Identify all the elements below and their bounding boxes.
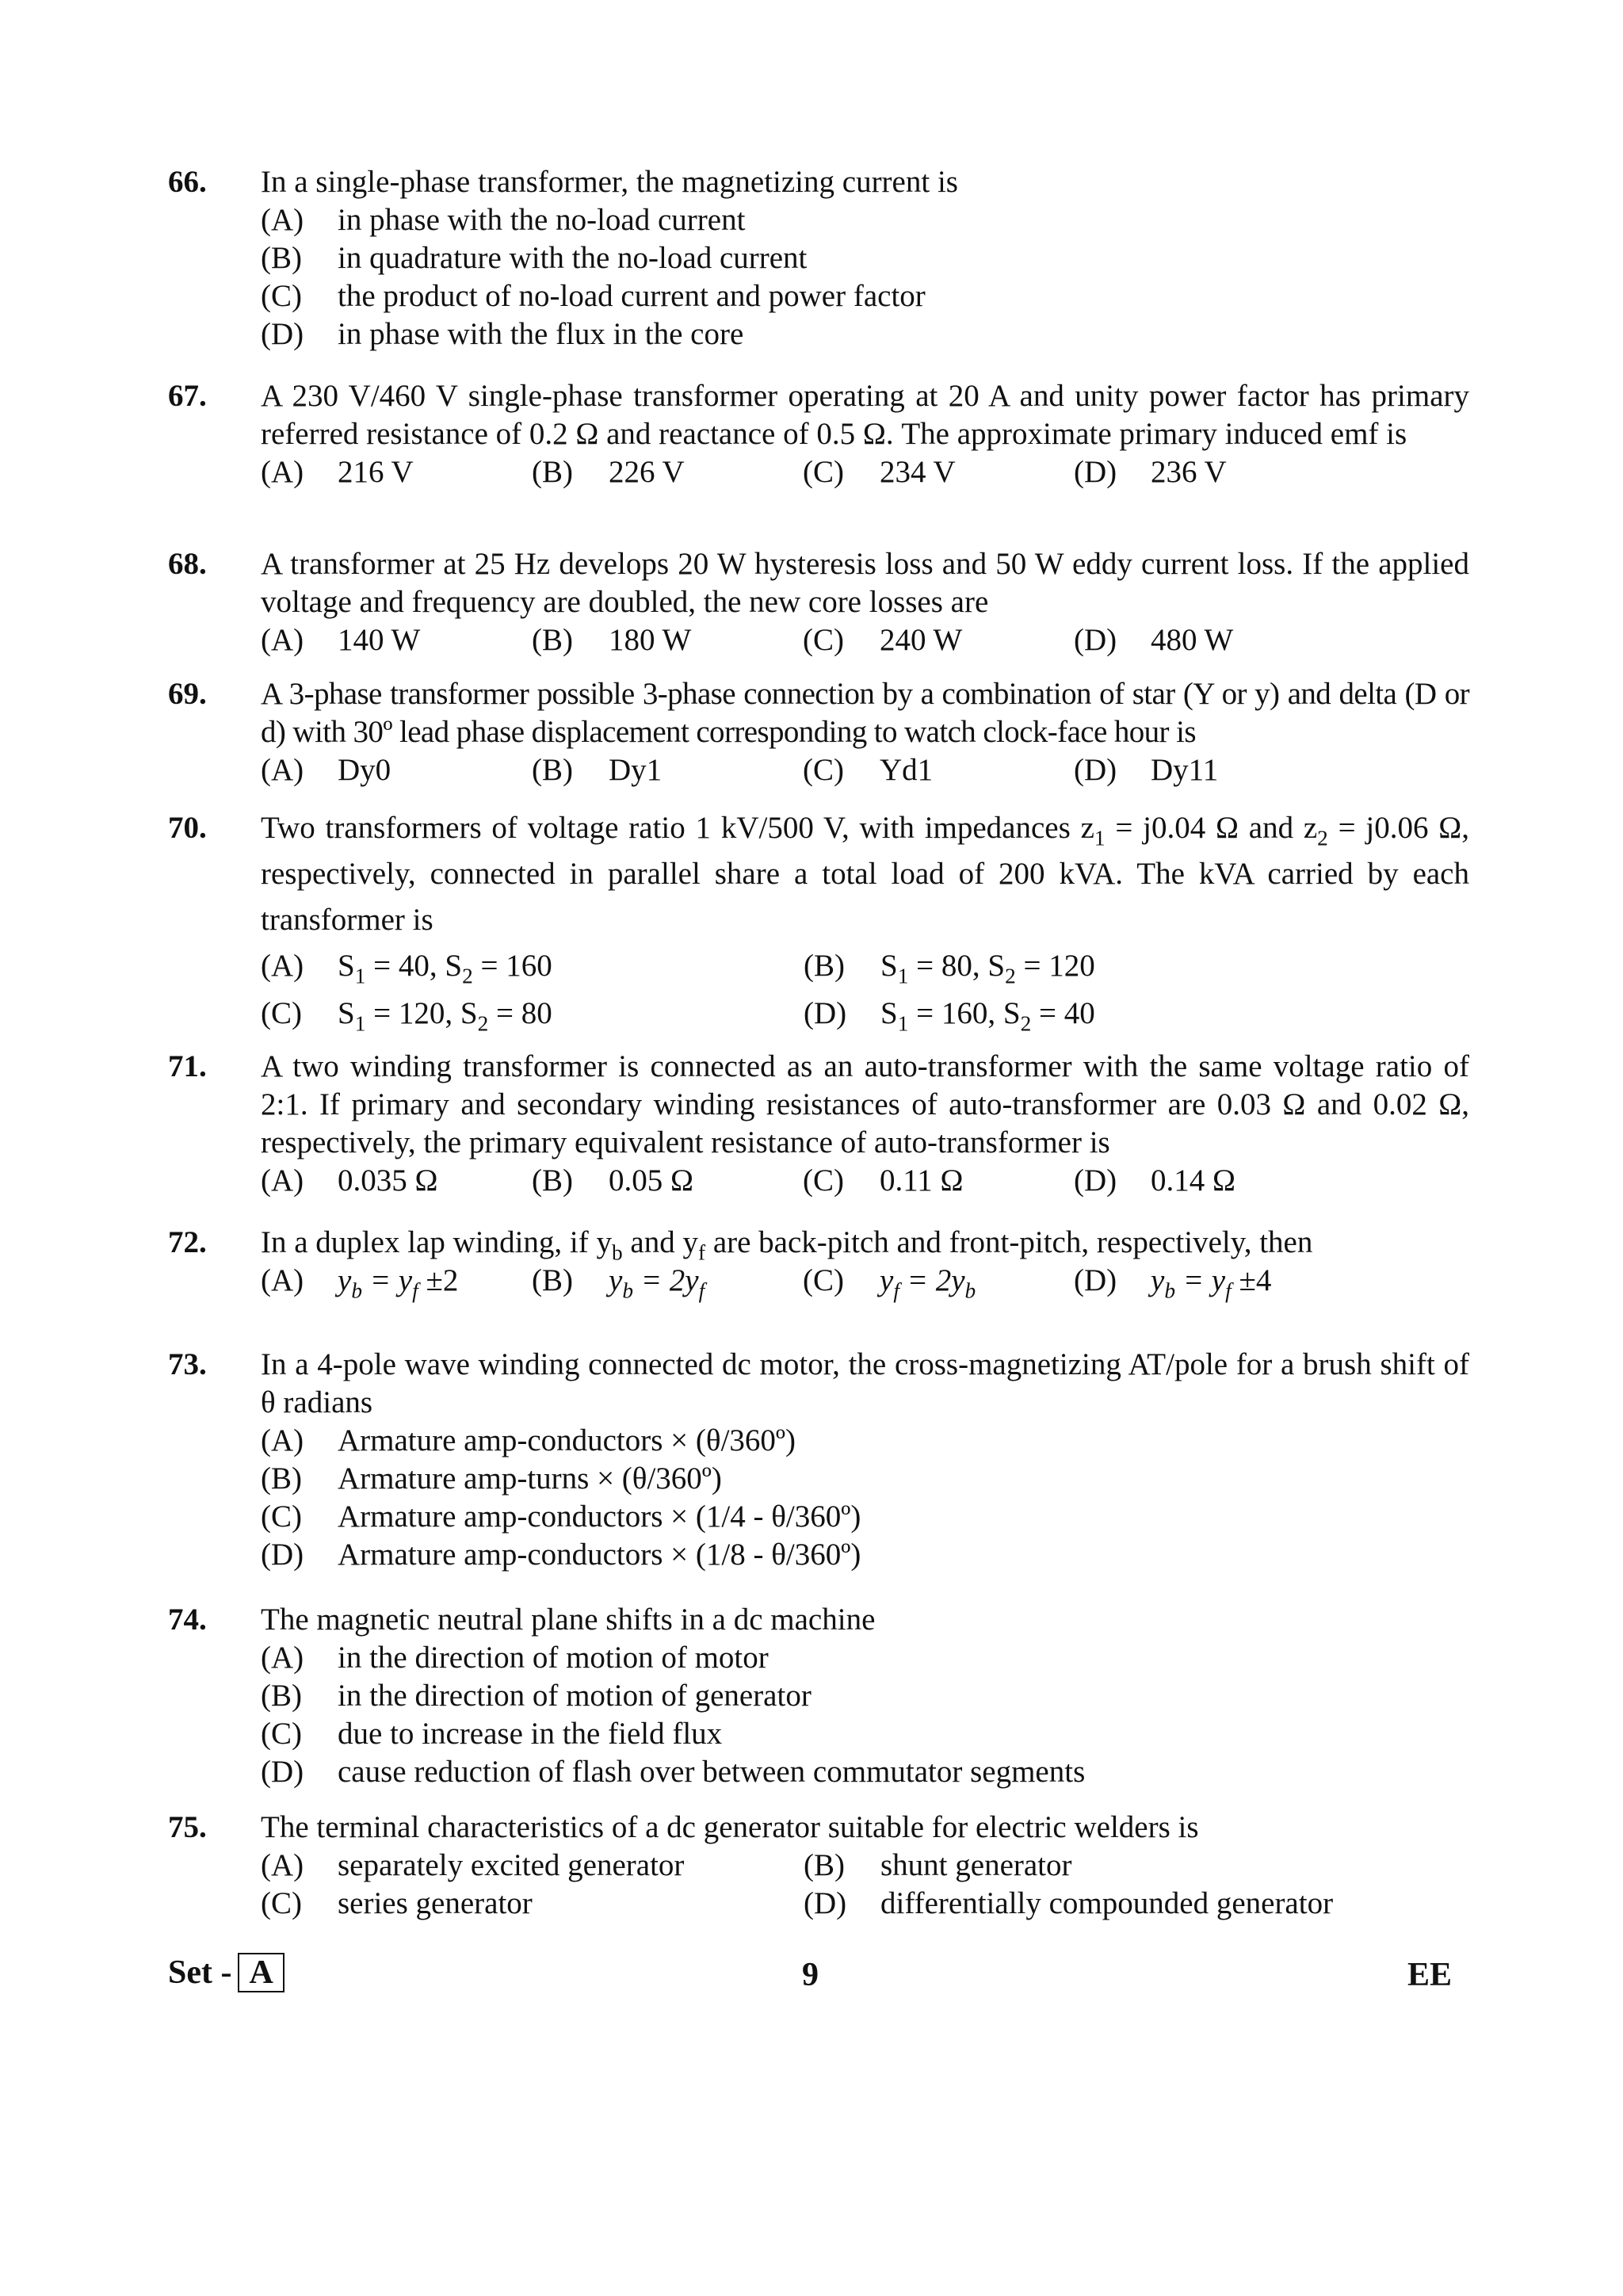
question-text: The magnetic neutral plane shifts in a dc machine [261, 1603, 876, 1637]
question-75 [168, 1809, 1469, 1923]
option-a: (A) in phase with the no-load current [261, 203, 746, 237]
options-row [261, 621, 1469, 659]
question-text: In a single-phase transformer, the magnetizing current is [261, 165, 958, 199]
set-box: A [238, 1953, 284, 1992]
option-a: (A) Armature amp-conductors × (θ/360º) [261, 1423, 796, 1457]
option-c: (C) 0.11 Ω [803, 1163, 964, 1198]
option-d: (D) Armature amp-conductors × (1/8 - θ/360º) [261, 1538, 861, 1572]
question-text: A 230 V/460 V single-phase transformer operating at 20 A and unity power factor has primary referred resistance of 0.2 Ω and reactance of 0.5 Ω. The approximate primary induced emf is [261, 379, 1469, 451]
option-c: (C) the product of no-load current and power factor [261, 279, 926, 313]
option-b: (B) in the direction of motion of generator [261, 1679, 812, 1713]
question-number: 66. [168, 165, 207, 199]
question-69 [168, 675, 1469, 789]
option-b: (B) Dy1 [532, 753, 663, 787]
options-row [261, 1162, 1469, 1200]
option-c: (C) Armature amp-conductors × (1/4 - θ/360º) [261, 1499, 861, 1534]
question-73 [168, 1346, 1469, 1574]
option-a: (A) $y_b = y_f \pm 2$ [261, 1263, 459, 1303]
option-d: (D) $S_1 = 160$, $S_2 = 40$ [804, 996, 1095, 1036]
question-text: In a 4-pole wave winding connected dc motor, the cross-magnetizing AT/pole for a brush shift of θ radians [261, 1347, 1469, 1419]
option-d: (D) Dy11 [1074, 753, 1219, 787]
options-row [261, 453, 1469, 491]
option-b: (B) shunt generator [804, 1848, 1072, 1882]
option-d: (D) 480 W [1074, 623, 1234, 657]
question-text: In a duplex lap winding, if $y_b$ and $y_f$ are back-pitch and front-pitch, respectively, then [261, 1225, 1313, 1265]
question-number: 71. [168, 1049, 207, 1083]
question-text: The terminal characteristics of a dc generator suitable for electric welders is [261, 1810, 1199, 1844]
option-b: (B) 0.05 Ω [532, 1163, 693, 1198]
option-c: (C) 240 W [803, 623, 963, 657]
option-a: (A) $S_1 = 40$, $S_2 = 160$ [261, 949, 552, 988]
question-number: 72. [168, 1225, 207, 1259]
question-number: 67. [168, 379, 207, 413]
option-d: (D) 236 V [1074, 455, 1227, 489]
page-number: 9 [802, 1957, 819, 1993]
question-67 [168, 377, 1469, 491]
set-indicator: Set - A [168, 1953, 285, 1992]
option-d: (D) cause reduction of flash over between commutator segments [261, 1755, 1086, 1789]
option-b: (B) 226 V [532, 455, 685, 489]
options-list [261, 201, 1469, 353]
question-70 [168, 805, 1469, 1038]
question-number: 69. [168, 677, 207, 711]
option-a: (A) separately excited generator [261, 1848, 685, 1882]
option-b: (B) $S_1 = 80$, $S_2 = 120$ [804, 949, 1095, 988]
option-b: (B) Armature amp-turns × (θ/360º) [261, 1461, 722, 1496]
paper-code: EE [1407, 1957, 1452, 1993]
option-c: (C) 234 V [803, 455, 956, 489]
option-a: (A) in the direction of motion of motor [261, 1641, 769, 1675]
question-66 [168, 163, 1469, 353]
question-number: 75. [168, 1810, 207, 1844]
options-grid [261, 943, 1469, 1038]
question-text: A two winding transformer is connected as an auto-transformer with the same voltage ratio of 2:1. If primary and secondary winding resistances of auto-transformer are 0.03 Ω and 0.02 Ω, respectively, the primary equivalent resistance of auto-transformer is [261, 1049, 1469, 1159]
question-72 [168, 1224, 1469, 1309]
option-d: (D) $y_b = y_f \pm 4$ [1074, 1263, 1272, 1303]
option-a: (A) 140 W [261, 623, 421, 657]
options-list [261, 1639, 1469, 1791]
option-c: (C) Yd1 [803, 753, 934, 787]
question-number: 73. [168, 1347, 207, 1381]
option-d: (D) 0.14 Ω [1074, 1163, 1235, 1198]
option-d: (D) differentially compounded generator [804, 1886, 1334, 1920]
option-c: (C) due to increase in the field flux [261, 1717, 723, 1751]
question-number: 68. [168, 547, 207, 581]
question-68 [168, 545, 1469, 659]
option-c: (C) series generator [261, 1886, 533, 1920]
question-74 [168, 1601, 1469, 1791]
question-text: A transformer at 25 Hz develops 20 W hysteresis loss and 50 W eddy current loss. If the applied voltage and frequency are doubled, the new core losses are [261, 547, 1469, 619]
option-a: (A) Dy0 [261, 753, 391, 787]
option-d: (D) in phase with the flux in the core [261, 317, 744, 351]
question-number: 74. [168, 1603, 207, 1637]
option-b: (B) $y_b = 2y_f$ [532, 1263, 705, 1303]
options-list [261, 1422, 1469, 1574]
options-row [261, 751, 1469, 789]
option-a: (A) 216 V [261, 455, 414, 489]
option-b: (B) 180 W [532, 623, 692, 657]
options-grid [261, 1847, 1469, 1923]
option-c: (C) $S_1 = 120$, $S_2 = 80$ [261, 996, 552, 1036]
option-b: (B) in quadrature with the no-load current [261, 241, 808, 275]
option-a: (A) 0.035 Ω [261, 1163, 438, 1198]
options-row [261, 1262, 1469, 1309]
question-text: Two transformers of voltage ratio 1 kV/500 V, with impedances $z_1 = j0.04$ Ω and $z_2 = j0.06$ Ω, respectively, connected in parallel share a total load of 200 kVA. The kVA carried by each transformer is [261, 811, 1469, 937]
option-c: (C) $y_f = 2y_b$ [803, 1263, 976, 1303]
question-71 [168, 1048, 1469, 1200]
question-number: 70. [168, 811, 207, 845]
question-text: A 3-phase transformer possible 3-phase connection by a combination of star (Y or y) and delta (D or d) with 30º lead phase displacement corresponding to watch clock-face hour is [261, 677, 1469, 749]
